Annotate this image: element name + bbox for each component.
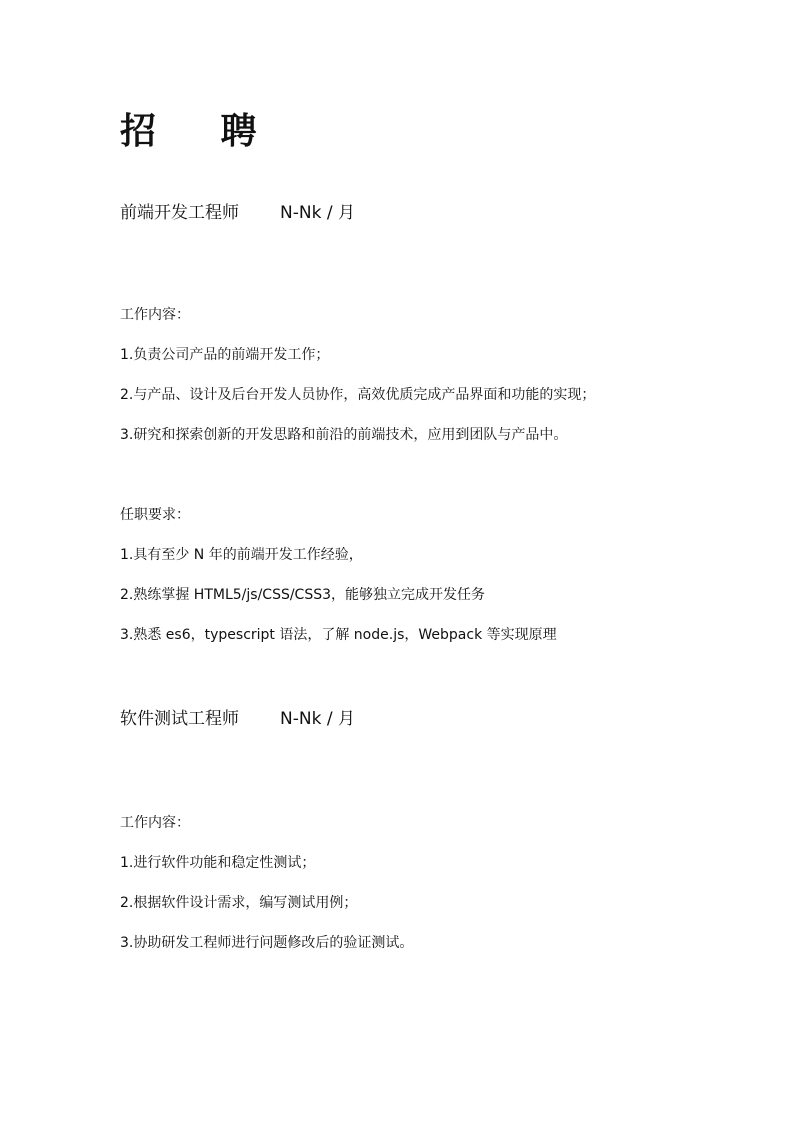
list-item: 3.研究和探索创新的开发思路和前沿的前端技术，应用到团队与产品中。: [120, 427, 568, 443]
list-item: 2.熟练掌握 HTML5/js/CSS/CSS3，能够独立完成开发任务: [120, 587, 486, 603]
list-item: 3.协助研发工程师进行问题修改后的验证测试。: [120, 935, 414, 951]
list-item: 1.进行软件功能和稳定性测试；: [120, 855, 316, 871]
list-item: 2.根据软件设计需求，编写测试用例；: [120, 895, 358, 911]
job-salary: N-Nk / 月: [280, 203, 355, 223]
list-item: 1.具有至少 N 年的前端开发工作经验，: [120, 547, 363, 563]
list-item: 3.熟悉 es6，typescript 语法，了解 node.js，Webpack 等实现原理: [120, 627, 557, 643]
job-header-frontend: [120, 200, 740, 226]
job-salary: N-Nk / 月: [280, 709, 355, 729]
job-title: 软件测试工程师: [120, 709, 239, 729]
section-heading: 工作内容：: [120, 815, 190, 831]
page-title: 招 聘: [120, 111, 283, 152]
section-heading: 任职要求：: [120, 507, 190, 523]
list-item: 1.负责公司产品的前端开发工作；: [120, 347, 330, 363]
section-heading: 工作内容：: [120, 307, 190, 323]
list-item: 2.与产品、设计及后台开发人员协作，高效优质完成产品界面和功能的实现；: [120, 387, 596, 403]
job-title: 前端开发工程师: [120, 203, 239, 223]
job-header-qa: [120, 706, 740, 732]
